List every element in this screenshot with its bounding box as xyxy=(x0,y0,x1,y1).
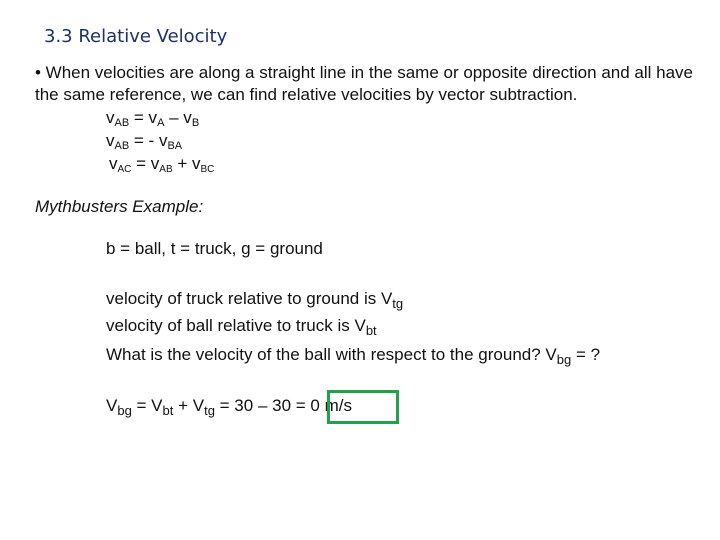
variable-legend: b = ball, t = truck, g = ground xyxy=(106,239,323,258)
example-heading: Mythbusters Example: xyxy=(35,197,204,216)
ball-velocity-line: velocity of ball relative to truck is $V_{bt}$ xyxy=(106,316,377,338)
answer-highlight-box xyxy=(327,390,399,424)
equation-velocity-addition: $v_{AC} = v_{AB} + v_{BC}$ xyxy=(109,154,215,175)
truck-velocity-line: velocity of truck relative to ground is $V_{tg}$ xyxy=(106,289,404,311)
intro-bullet: • When velocities are along a straight line in the same or opposite direction and all have the same reference, we can find relative velocities by vector subtraction. xyxy=(35,63,693,104)
equation-reverse-velocity: $v_{AB}$ = - $v_{BA}$ xyxy=(106,131,183,152)
answer-equation: $V_{bg} = V_{bt} + V_{tg} = 30 - 30 = 0$ m/s xyxy=(106,396,352,418)
question-line: What is the velocity of the ball with respect to the ground? $V_{bg}$ = ? xyxy=(106,345,601,367)
slide-title: 3.3 Relative Velocity xyxy=(44,26,228,47)
equation-relative-velocity: $v_{AB} = v_A - v_B$ xyxy=(106,108,200,129)
